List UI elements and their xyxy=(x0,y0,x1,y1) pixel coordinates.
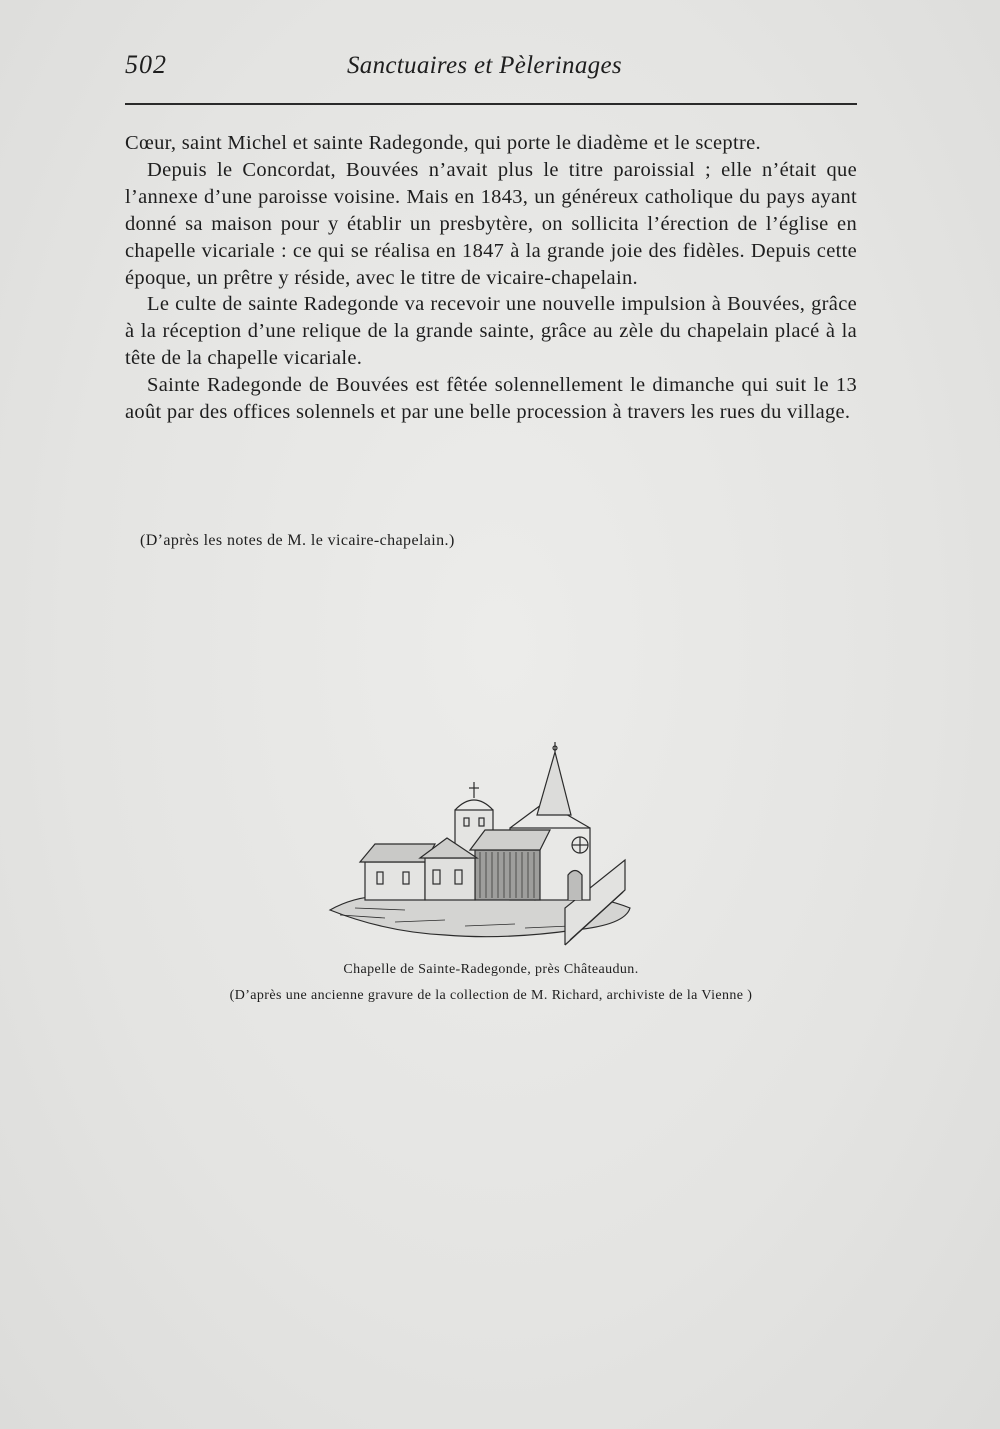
chapel-engraving-icon xyxy=(325,740,645,950)
header-rule xyxy=(125,103,857,105)
paragraph-culte: Le culte de sainte Radegonde va recevoir une nouvelle impulsion à Bouvées, grâce à la réception d’une relique de la grande sainte, grâce au zèle du chapelain placé à la tête de la chapelle vicariale. xyxy=(125,293,857,370)
illustration-credit: (D’après une ancienne gravure de la collection de M. Richard, archiviste de la Vienne ) xyxy=(229,988,753,1003)
running-title: Sanctuaires et Pèlerinages xyxy=(347,52,622,79)
paragraph-fete: Sainte Radegonde de Bouvées est fêtée solennellement le dimanche qui suit le 13 août par des offices solennels et par une belle procession à travers les rues du village. xyxy=(125,374,857,424)
page-header xyxy=(125,50,857,90)
page-number: 502 xyxy=(125,50,167,79)
body-text xyxy=(125,130,857,426)
paragraph-continuation: Cœur, saint Michel et sainte Radegonde, qui porte le diadème et le sceptre. xyxy=(125,132,761,154)
source-note: (D’après les notes de M. le vicaire-chapelain.) xyxy=(140,532,455,549)
illustration-caption: Chapelle de Sainte-Radegonde, près Châteaudun. xyxy=(343,962,639,977)
paragraph-concordat: Depuis le Concordat, Bouvées n’avait plus le titre paroissial ; elle n’était que l’annexe d’une paroisse voisine. Mais en 1843, un généreux catholique du pays ayant donné sa maison pour y établir un presbytère, on sollicita l’érection de l’église en chapelle vicariale : ce qui se réalisa en 1847 à la grande joie des fidèles. Depuis cette époque, un prêtre y réside, avec le titre de vicaire-chapelain. xyxy=(125,158,857,289)
